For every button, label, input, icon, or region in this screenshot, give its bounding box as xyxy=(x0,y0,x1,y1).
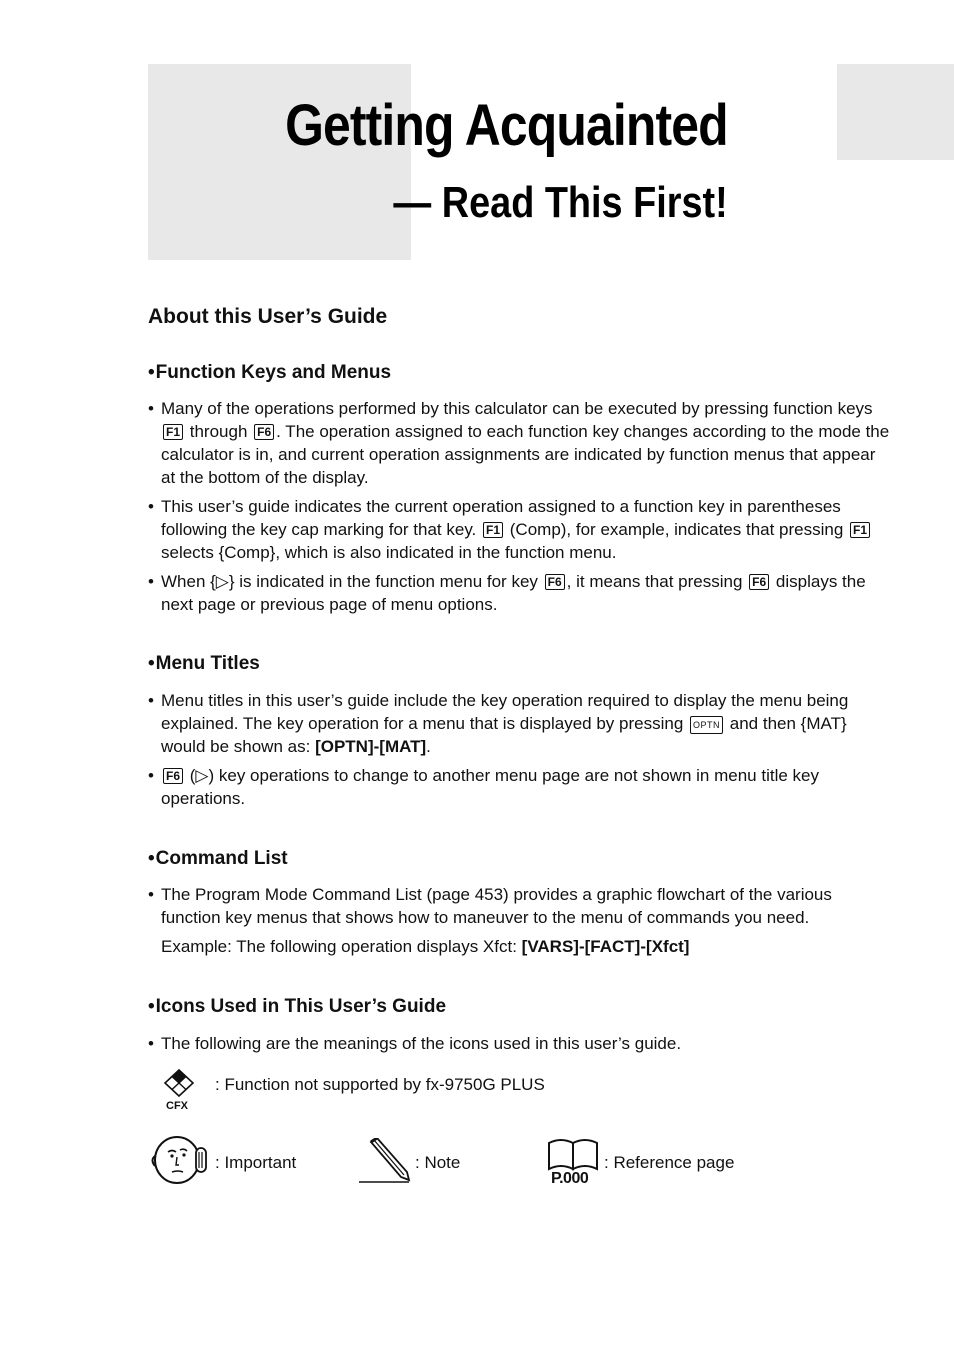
f1-key-icon: F1 xyxy=(163,424,183,440)
subsection-heading-command-list xyxy=(148,848,288,870)
icons-bullets xyxy=(148,1032,893,1055)
subsection-title: Function Keys and Menus xyxy=(155,362,392,383)
heading-dot: • xyxy=(148,848,155,869)
text: displays the next page or previous page of menu options. xyxy=(161,572,866,614)
subsection-title: Icons Used in This User’s Guide xyxy=(155,996,447,1017)
f6-key-icon: F6 xyxy=(163,768,183,784)
key-sequence: [Xfct] xyxy=(646,937,690,956)
text: through xyxy=(189,422,248,441)
cfx-description: : Function not supported by fx-9750G PLUS xyxy=(215,1075,545,1094)
list-item xyxy=(148,1032,893,1055)
cfx-diamond-icon xyxy=(162,1068,196,1100)
key-sequence: [OPTN] xyxy=(315,737,374,756)
reference-description: : Reference page xyxy=(604,1153,735,1172)
menu-titles-bullets xyxy=(148,689,893,810)
f6-key-icon: F6 xyxy=(254,424,274,440)
heading-dot: • xyxy=(148,996,155,1017)
subsection-heading-icons xyxy=(148,996,446,1018)
text: Example: The following operation displays Xfct: xyxy=(161,937,517,956)
function-keys-bullets xyxy=(148,397,893,616)
bullet-mark: • xyxy=(148,1034,154,1053)
list-item xyxy=(148,689,893,758)
cfx-label: CFX xyxy=(166,1100,188,1112)
f6-key-icon: F6 xyxy=(545,574,565,590)
section-heading: About this User’s Guide xyxy=(148,305,388,328)
subsection-heading-menu-titles xyxy=(148,653,260,675)
reference-page-label: P.000 xyxy=(551,1170,589,1187)
key-separator: - xyxy=(578,937,585,956)
note-description: : Note xyxy=(415,1153,461,1172)
key-sequence: [FACT] xyxy=(584,937,641,956)
list-item xyxy=(148,764,893,810)
bullet-mark: • xyxy=(148,691,154,710)
bullet-mark: • xyxy=(148,572,154,591)
decorative-gray-box-right xyxy=(837,64,954,160)
text: Menu titles in this user’s guide include the key operation required to display the menu being explained. The key operation for a menu that is displayed by pressing xyxy=(161,691,849,733)
page-subtitle: — Read This First! xyxy=(393,178,728,227)
subsection-title: Menu Titles xyxy=(155,653,260,674)
text: When {▷} is indicated in the function menu for key xyxy=(161,572,538,591)
reference-book-icon xyxy=(547,1137,601,1173)
heading-dot: • xyxy=(148,653,155,674)
command-list-bullets xyxy=(148,883,893,958)
text: (▷) key operations to change to another menu page are not shown in menu title key operations. xyxy=(161,766,819,808)
important-face-icon xyxy=(150,1134,210,1186)
page-title: Getting Acquainted xyxy=(285,93,728,158)
f6-key-icon: F6 xyxy=(749,574,769,590)
list-item xyxy=(148,397,893,489)
text: and then {MAT} would be shown as: xyxy=(161,714,847,756)
key-sequence: [MAT] xyxy=(379,737,427,756)
subsection-title: Command List xyxy=(155,848,288,869)
text: , it means that pressing xyxy=(566,572,743,591)
key-separator: - xyxy=(373,737,380,756)
note-pencil-icon xyxy=(357,1138,413,1184)
text: The following are the meanings of the icons used in this user’s guide. xyxy=(161,1034,682,1053)
list-item xyxy=(148,883,893,929)
text: . The operation assigned to each function key changes according to the mode the calculator is in, and current operation assignments are indicated by function menus that appear at the bottom of the display. xyxy=(161,422,890,487)
bullet-mark: • xyxy=(148,766,154,785)
list-item xyxy=(148,570,893,616)
list-item xyxy=(148,495,893,564)
important-description: : Important xyxy=(215,1153,297,1172)
text: This user’s guide indicates the current operation assigned to a function key in parentheses following the key cap marking for that key. xyxy=(161,497,841,539)
bullet-mark: • xyxy=(148,885,154,904)
text: Many of the operations performed by this calculator can be executed by pressing function keys xyxy=(161,399,873,418)
text: (Comp), for example, indicates that pressing xyxy=(509,520,844,539)
key-sequence: [VARS] xyxy=(521,937,579,956)
subsection-heading-function-keys xyxy=(148,362,391,384)
f1-key-icon: F1 xyxy=(850,522,870,538)
bullet-mark: • xyxy=(148,399,154,418)
text: selects {Comp}, which is also indicated in the function menu. xyxy=(161,543,617,562)
example-line xyxy=(148,935,893,958)
bullet-mark: • xyxy=(148,497,154,516)
optn-key-icon: OPTN xyxy=(690,716,723,734)
heading-dot: • xyxy=(148,362,155,383)
f1-key-icon: F1 xyxy=(483,522,503,538)
text: The Program Mode Command List (page 453) provides a graphic flowchart of the various function key menus that shows how to maneuver to the menu of commands you need. xyxy=(161,885,832,927)
text: . xyxy=(426,737,431,756)
key-separator: - xyxy=(640,937,647,956)
